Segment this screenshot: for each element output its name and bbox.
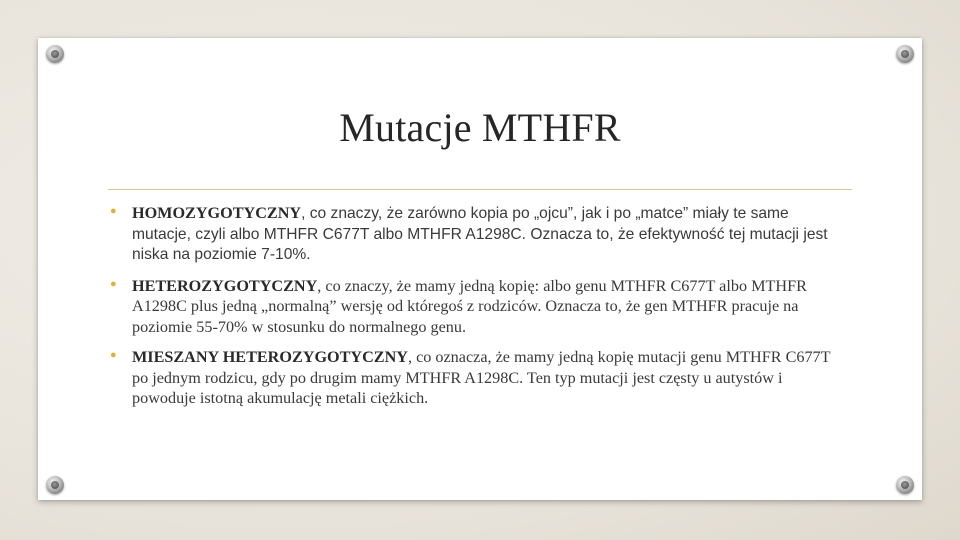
bullet-term: HETEROZYGOTYCZNY <box>132 276 318 295</box>
bullet-text: , co znaczy, że mamy jedną kopię: albo genu MTHFR C677T albo MTHFR A1298C plus jedną „normalną” wersję od któregoś z rodziców. Oznacza to, że gen MTHFR pracuje na poziomie 55-70% w stosunku do normalnego genu. <box>132 276 807 336</box>
pushpin-icon <box>46 476 64 494</box>
bullet-item-homozygotyczny <box>108 203 850 266</box>
pushpin-icon <box>46 45 64 63</box>
bullet-icon: ● <box>110 349 117 361</box>
slide-title: Mutacje MTHFR <box>339 105 621 150</box>
title-divider <box>108 189 852 190</box>
pushpin-icon <box>896 45 914 63</box>
bullet-item-mieszany <box>108 347 850 409</box>
bullet-icon: ● <box>110 205 117 217</box>
bullet-item-heterozygotyczny <box>108 276 850 338</box>
bullet-icon: ● <box>110 277 117 290</box>
pushpin-icon <box>896 476 914 494</box>
bullet-term: MIESZANY HETEROZYGOTYCZNY <box>132 348 408 366</box>
bullet-term: HOMOZYGOTYCZNY <box>132 204 302 222</box>
bullet-list <box>108 203 850 419</box>
bullet-text: , co oznacza, że mamy jedną kopię mutacji genu MTHFR C677T po jednym rodzicu, gdy po drugim mamy MTHFR A1298C. Ten typ mutacji jest częsty u autystów i powoduje istotną akumulację metali ciężkich. <box>132 348 831 407</box>
bullet-text: , co znaczy, że zarówno kopia po „ojcu”, jak i po „matce” miały te same mutacje, czyli albo MTHFR C677T albo MTHFR A1298C. Oznacza to, że efektywność tej mutacji jest niska na poziomie 7-10%. <box>132 205 828 263</box>
